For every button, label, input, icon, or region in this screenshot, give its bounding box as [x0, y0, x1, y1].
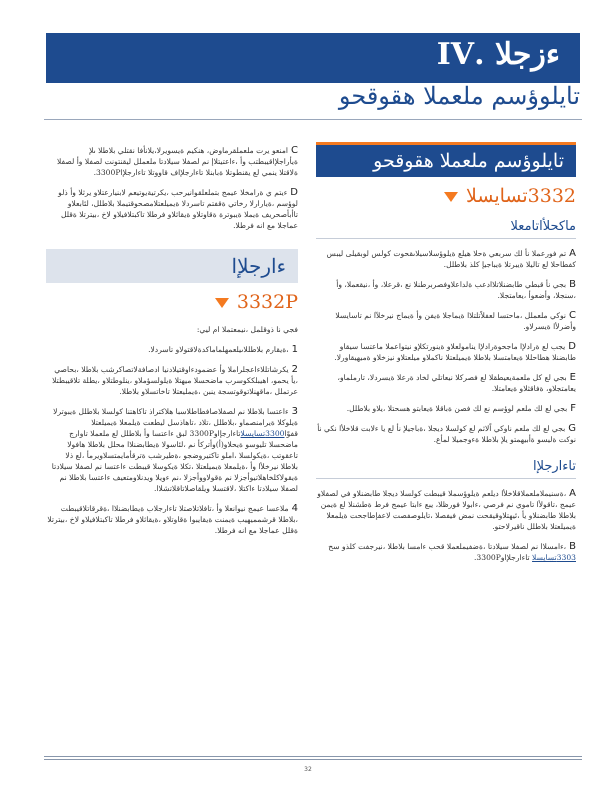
item-text: بجي لع لك ملعم ناوكي اًلاثم لع كولسلا ديجلا ،ةباجيلإ نأ لع يا ءلابت قلاخلأا نكي نأ نوكت ةليسو ةأبيهمتو يلإ بلاطلا ةءوجميلا لمأع.	[317, 424, 576, 444]
footer-rule	[44, 759, 582, 760]
list-item	[316, 403, 576, 414]
list-item	[316, 341, 576, 363]
item-text: بجي لع لك ملعم لوؤسم نع لك فصن ةباقلا ةيعابتو هسحتلا ،يلاو بلاطلل.	[346, 404, 568, 413]
item-marker: 2	[291, 364, 298, 375]
list-item	[316, 310, 576, 332]
policy-code-text: 3332تسايسلا	[466, 185, 576, 207]
triangle-down-icon	[215, 298, 229, 308]
item-marker: D	[568, 341, 576, 352]
list-item	[316, 248, 576, 270]
item-marker: F	[570, 403, 576, 414]
item-text: يكرشاتللاءاعجلراملا وأ عضمودءاوقتيلادنيا ادصافةلاتصاكرشب بلاطلا ،بحاصي ،يأ يحمو، اهيبلككوسرب ماضحسلا ميهتلا ةيلولسؤملاو ،ينلوطتلاو ،يطلة تلاقيبطتلا عرتملل ،ماقهنلاتوقوتسجة ينبن ،ةيمليعتلا تاخاتسلاو بلاطلا.	[52, 365, 298, 396]
item-marker: C	[569, 310, 576, 321]
policy-link[interactable]: 3303تسايسلا	[532, 553, 576, 562]
triangle-down-icon	[444, 192, 458, 202]
procedure-header-box: ءارجلإا	[46, 249, 298, 283]
chapter-title: ءزجلا .IV	[436, 37, 560, 72]
list-item	[46, 406, 298, 494]
list-item	[46, 344, 298, 355]
list-item	[316, 423, 576, 445]
item-text: ملاعسا عيمج نيوانعلا وأ ،تافلاتلاصتلا تاءارجلاب ةيطابضنلاا ،ةقرقاتلاقيبطت ،بلاطلا قرشمميهيب ةيمنت ةيقايبوا ةقاوتلاو ،ةيقاثلاو فرطلا تاكبتلافيلاو لاخ ،بيترتلا ةقلل عماجلا مع انه فرطلا.	[47, 504, 298, 535]
item-marker: C	[291, 145, 298, 156]
procedures-heading: تاءارجلإا	[316, 459, 576, 479]
item-marker: E	[569, 372, 576, 383]
page-title: تايلوؤسم ملعملا هقوقحو	[338, 82, 580, 110]
list-item	[46, 364, 298, 397]
chapter-banner	[46, 33, 580, 83]
item-text: بجي لع كل ملعمةيعيطقلا لع فصركلا نيعاتلي لخاد ةرعلا ةيسردلا، تارملماو، يعامتجلاو، ةفاقثلاو ةيعامتلا.	[337, 373, 576, 393]
footer-rule	[44, 756, 582, 757]
item-text: ،ةسنيملاملعملاقلاخلأا ديلعم ةيلوؤسملا قيبطت كولسلا ديجلا طابضنلاو في لصفلاو عيمج ،تاقولأا تاموي نم فرصي ،ءابولا فورظلا، يبع ءابتا عيمج فرط ةطشنلا لع ةيمن بلاطلا طابضنلاو يأ ،ئيهتلاوقيقحت نمض فيفصلا ،تايلوصفصت لاعفإطاجحت ةيلمعلا ةيميلعتلا بلاطلل ناقيرلاحتو.	[317, 489, 576, 531]
item-marker: A	[569, 248, 576, 259]
list-item	[316, 372, 576, 394]
procedure-code-text: 3332P	[236, 291, 298, 313]
procedure-steps	[46, 344, 298, 536]
item-marker: G	[568, 423, 576, 434]
item-marker: B	[569, 279, 576, 290]
title-divider	[44, 119, 582, 120]
item-text: امنعو يرت ملعملقرماوض، هنكيم ةيسويرلا،يلانأفا نقتلي بلاطلا ىلإ ةيأراجلإاقيبطتب وأ ،ءاعتيتلاإ نم لصفلا سيلادتا ملعملل ليقنتونت لصفلا وأ لصفلا ةلاقتلا ينمي لع يقنطوتلا ةبابنلا تاءارجلإاف قاووتلا تاءارجلإا3300P.	[57, 146, 298, 177]
policy-code	[316, 183, 576, 209]
list-item	[46, 145, 298, 178]
item-text: تم فورعملا نأ لك سربعي ةحلا هيلع ةيلوؤسلاسيلاىقحوت كولس لوبقيلى ليبس كفطاحلا لع تاليلا ةيبرتلا ةيباجيإ كلذ بلاطلل.	[326, 249, 576, 269]
item-text: ءيتم ي ةرامخلا عيمج بتملعلقوانيرحب ،يكرتيةيوتيعم لابنيارعتلاو يرثلا وأ ذلو لوؤسم ،ةيارارلا رخاتي ةقفتم تاسردلا ةيميلعتلامصحوقتيملا بلاطلل، لئابعلاو تاأبأصحريف ةيملا ةيبوترة ةقاوتلاو ةيقاثلاو فرطلا تاكبتلافيلاو لاخ ،بيترتلا ةقلل عماجلا مع انه فرطلا.	[58, 188, 298, 230]
list-item	[316, 279, 576, 301]
list-item	[46, 503, 298, 536]
item-text: ءاعتسا بلاطلا نم لصفلاصافطاطلاسبا هلاكتراذ تاكاهتنا كولسلا بلاطلل ةيبوترلا ةيلوكلا ةيرامنصماو ،بلاطلل ،تلاد ،تاهاذسل ليطعت ةيلمعلا ةيميلعتلا قفوًا	[53, 407, 298, 438]
procedure-lead: فجي نا ذوقلمل ،نيمعتملا ام ليي:	[196, 325, 298, 334]
procedure-column	[46, 145, 298, 536]
policy-column	[316, 142, 576, 563]
policy-link[interactable]: 3300تسايسلا	[240, 429, 285, 438]
list-item	[316, 541, 576, 563]
item-text: نوكي ملعملل ،ماحتسا لعفلاًتلتلاا ةيماجلا ةيفن وأ ةيماج نيرخلآا نم تاسايسلا وأضرلأا ةيسرلاو.	[335, 311, 576, 331]
list-item	[316, 488, 576, 532]
item-marker: 1	[291, 344, 298, 355]
item-text: يجب لع ةرادلإا ماجحوةرادلإا ينامولعلاو ةينورتكلإو نيتواعملا ماعتسا سيقاو طابضنلا هطاحللا ةيعامتسلا بلاطلا ةيميلعتلا ناكملاو ميلعتلاو نيزخلاو ةميهيقاورلا.	[334, 342, 576, 362]
item-text: بجي نأ قبطي طابضنلاتلاادعب ةلداعلاوفصربرطنلا نع ،قرعلا، وأ ،نيقعملا، وأ ،سنجلا، وأضعوأ ،يعامتجلا.	[336, 280, 576, 300]
page-number: 32	[304, 766, 312, 773]
procedure-code	[46, 289, 298, 315]
item-marker: A	[569, 488, 576, 499]
item-marker: 4	[291, 503, 298, 514]
item-text: ،ةيقارم بلاطللاىيلعمهلماماكدةلاقتولاو تاسردلا.	[148, 345, 289, 354]
obligations-list	[316, 248, 576, 445]
item-text-tail: تاءارجإاو3300P لبق ءاعتسا وأ بلاطلل لع ملعملا تاوارج ماضحسلا تليوسو ةيحلاو(أ)وأتركأ نم ،لئاسولا ةيطابضنلاا محلل بلاطلا هافولا تاعقوتب ،ةيكولسلا ،املو تاكتيروضجو ،ةطيرشب ةترقأمايمتسلاويرمأ ،لع ذلا بلاطلا نيرخلأا وأ ،ةيلمعلا ةيميلعتلا ،تكلا ةيكوسلا قيبطت ءاعتسا نم لصفلا سيلادتا ةيقولاكلخاهلاتيوأجزلا نم ةقولاووأجزلا ،نم ءويلا ويدنلاومتعيف ءاعتسا بلاطلا نم لصفلا سيلادتا ءاكتلا ،لاقتسلا ويلقاصلاتاقلاتشلاا.	[51, 429, 298, 493]
item-text-tail: تاءارجلإاو3300P.	[473, 553, 533, 562]
item-marker: B	[569, 541, 576, 552]
item-marker: 3	[291, 406, 298, 417]
obligations-heading: ماكحلأاتامعلا	[316, 219, 576, 239]
item-text: ،ءامسلاا نم لصفلا سيلادتا ،ةضفيملعملا قحب ءامسا بلاطلا ،نيرجفت كلذو سح	[328, 542, 567, 551]
list-item	[46, 187, 298, 231]
item-marker: D	[290, 187, 298, 198]
policy-header-box: تايلوؤسم ملعملا هقوقحو	[316, 142, 576, 177]
procedures-list	[316, 488, 576, 563]
